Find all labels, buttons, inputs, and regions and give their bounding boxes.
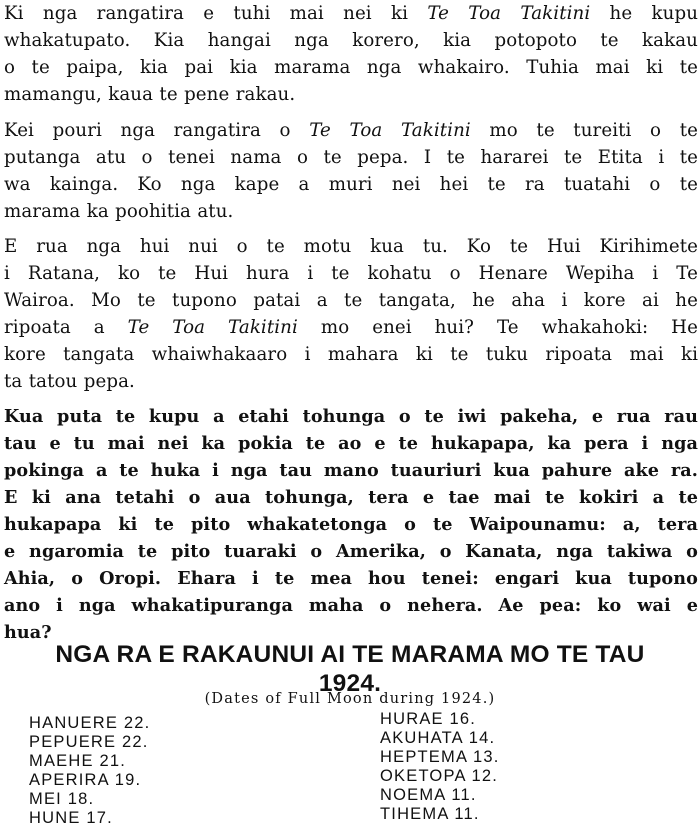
text-line: putanga atu o tenei nama o te pepa. I te hararei te Etita i te [4,147,698,168]
paragraph-4 [4,403,698,646]
moon-section-subtitle: (Dates of Full Moon during 1924.) [204,691,496,707]
text-line: Ahia, o Oropi. Ehara i te mea hou tenei: engari kua tupono [4,568,698,589]
moon-title-line-1: NGA RA E RAKAUNUI AI TE MARAMA MO TE TAU [55,641,645,668]
moon-date-item: APERIRA 19. [29,771,142,789]
text-line: hua? [4,622,52,643]
publication-title: Te Toa Takitini [309,120,471,141]
text-line: marama ka poohitia atu. [4,201,234,222]
text-line: o te paipa, kia pai kia marama nga whakairo. Tuhia mai ki te [4,57,698,78]
moon-date-item: HUNE 17. [29,809,113,827]
text-line: i Ratana, ko te Hui hura i te kohatu o Henare Wepiha i Te [4,263,698,284]
text-line: ripoata a Te Toa Takitini mo enei hui? Te whakahoki: He [4,317,698,338]
moon-date-item: HEPTEMA 13. [380,748,500,766]
text-line: kore tangata whaiwhakaaro i mahara ki te tuku ripoata mai ki [4,344,698,365]
text-line: pokinga a te huka i nga tau mano tuauriuri kua pahure ake ra. [4,460,698,481]
text-line: mamangu, kaua te pene rakau. [4,84,296,105]
publication-title: Te Toa Takitini [427,3,591,24]
moon-date-item: MAEHE 21. [29,752,126,770]
moon-date-item: AKUHATA 14. [380,729,496,747]
moon-date-item: HANUERE 22. [29,714,151,732]
moon-date-item: TIHEMA 11. [380,805,480,823]
text-line: whakatupato. Kia hangai nga korero, kia potopoto te kakau [4,30,698,51]
text-line: wa kainga. Ko nga kape a muri nei hei te ra tuatahi o te [4,174,698,195]
moon-dates-right-column [380,710,500,824]
text-line: hukapapa ki te pito whakatetonga o te Waipounamu: a, tera [4,514,698,535]
moon-title-line-2: 1924. [318,670,382,697]
text-line: e ngaromia te pito tuaraki o Amerika, o Kanata, nga takiwa o [4,541,698,562]
moon-date-item: PEPUERE 22. [29,733,149,751]
text-line: E ki ana tetahi o aua tohunga, tera e tae mai te kokiri a te [4,487,698,508]
paragraph-2 [4,117,698,225]
text-line: tau e tu mai nei ka pokia te ao e te hukapapa, ka pera i nga [4,433,698,454]
moon-date-item: HURAE 16. [380,710,477,728]
text-line: ta tatou pepa. [4,371,135,392]
text-line: Wairoa. Mo te tupono patai a te tangata, he aha i kore ai he [4,290,698,311]
text-line: ano i nga whakatipuranga maha o nehera. Ae pea: ko wai e [4,595,698,616]
paragraph-1 [4,0,698,108]
moon-date-item: MEI 18. [29,790,95,808]
text-line: Kei pouri nga rangatira o Te Toa Takitini mo te tureiti o te [4,120,698,141]
moon-date-item: NOEMA 11. [380,786,477,804]
text-line: E rua nga hui nui o te motu kua tu. Ko te Hui Kirihimete [4,236,698,257]
paragraph-3 [4,233,698,395]
publication-title: Te Toa Takitini [127,317,298,338]
moon-dates-left-column [29,714,150,828]
moon-date-item: OKETOPA 12. [380,767,499,785]
text-line: Ki nga rangatira e tuhi mai nei ki Te Toa Takitini he kupu [4,3,699,24]
text-line: Kua puta te kupu a etahi tohunga o te iwi pakeha, e rua rau [4,406,698,427]
